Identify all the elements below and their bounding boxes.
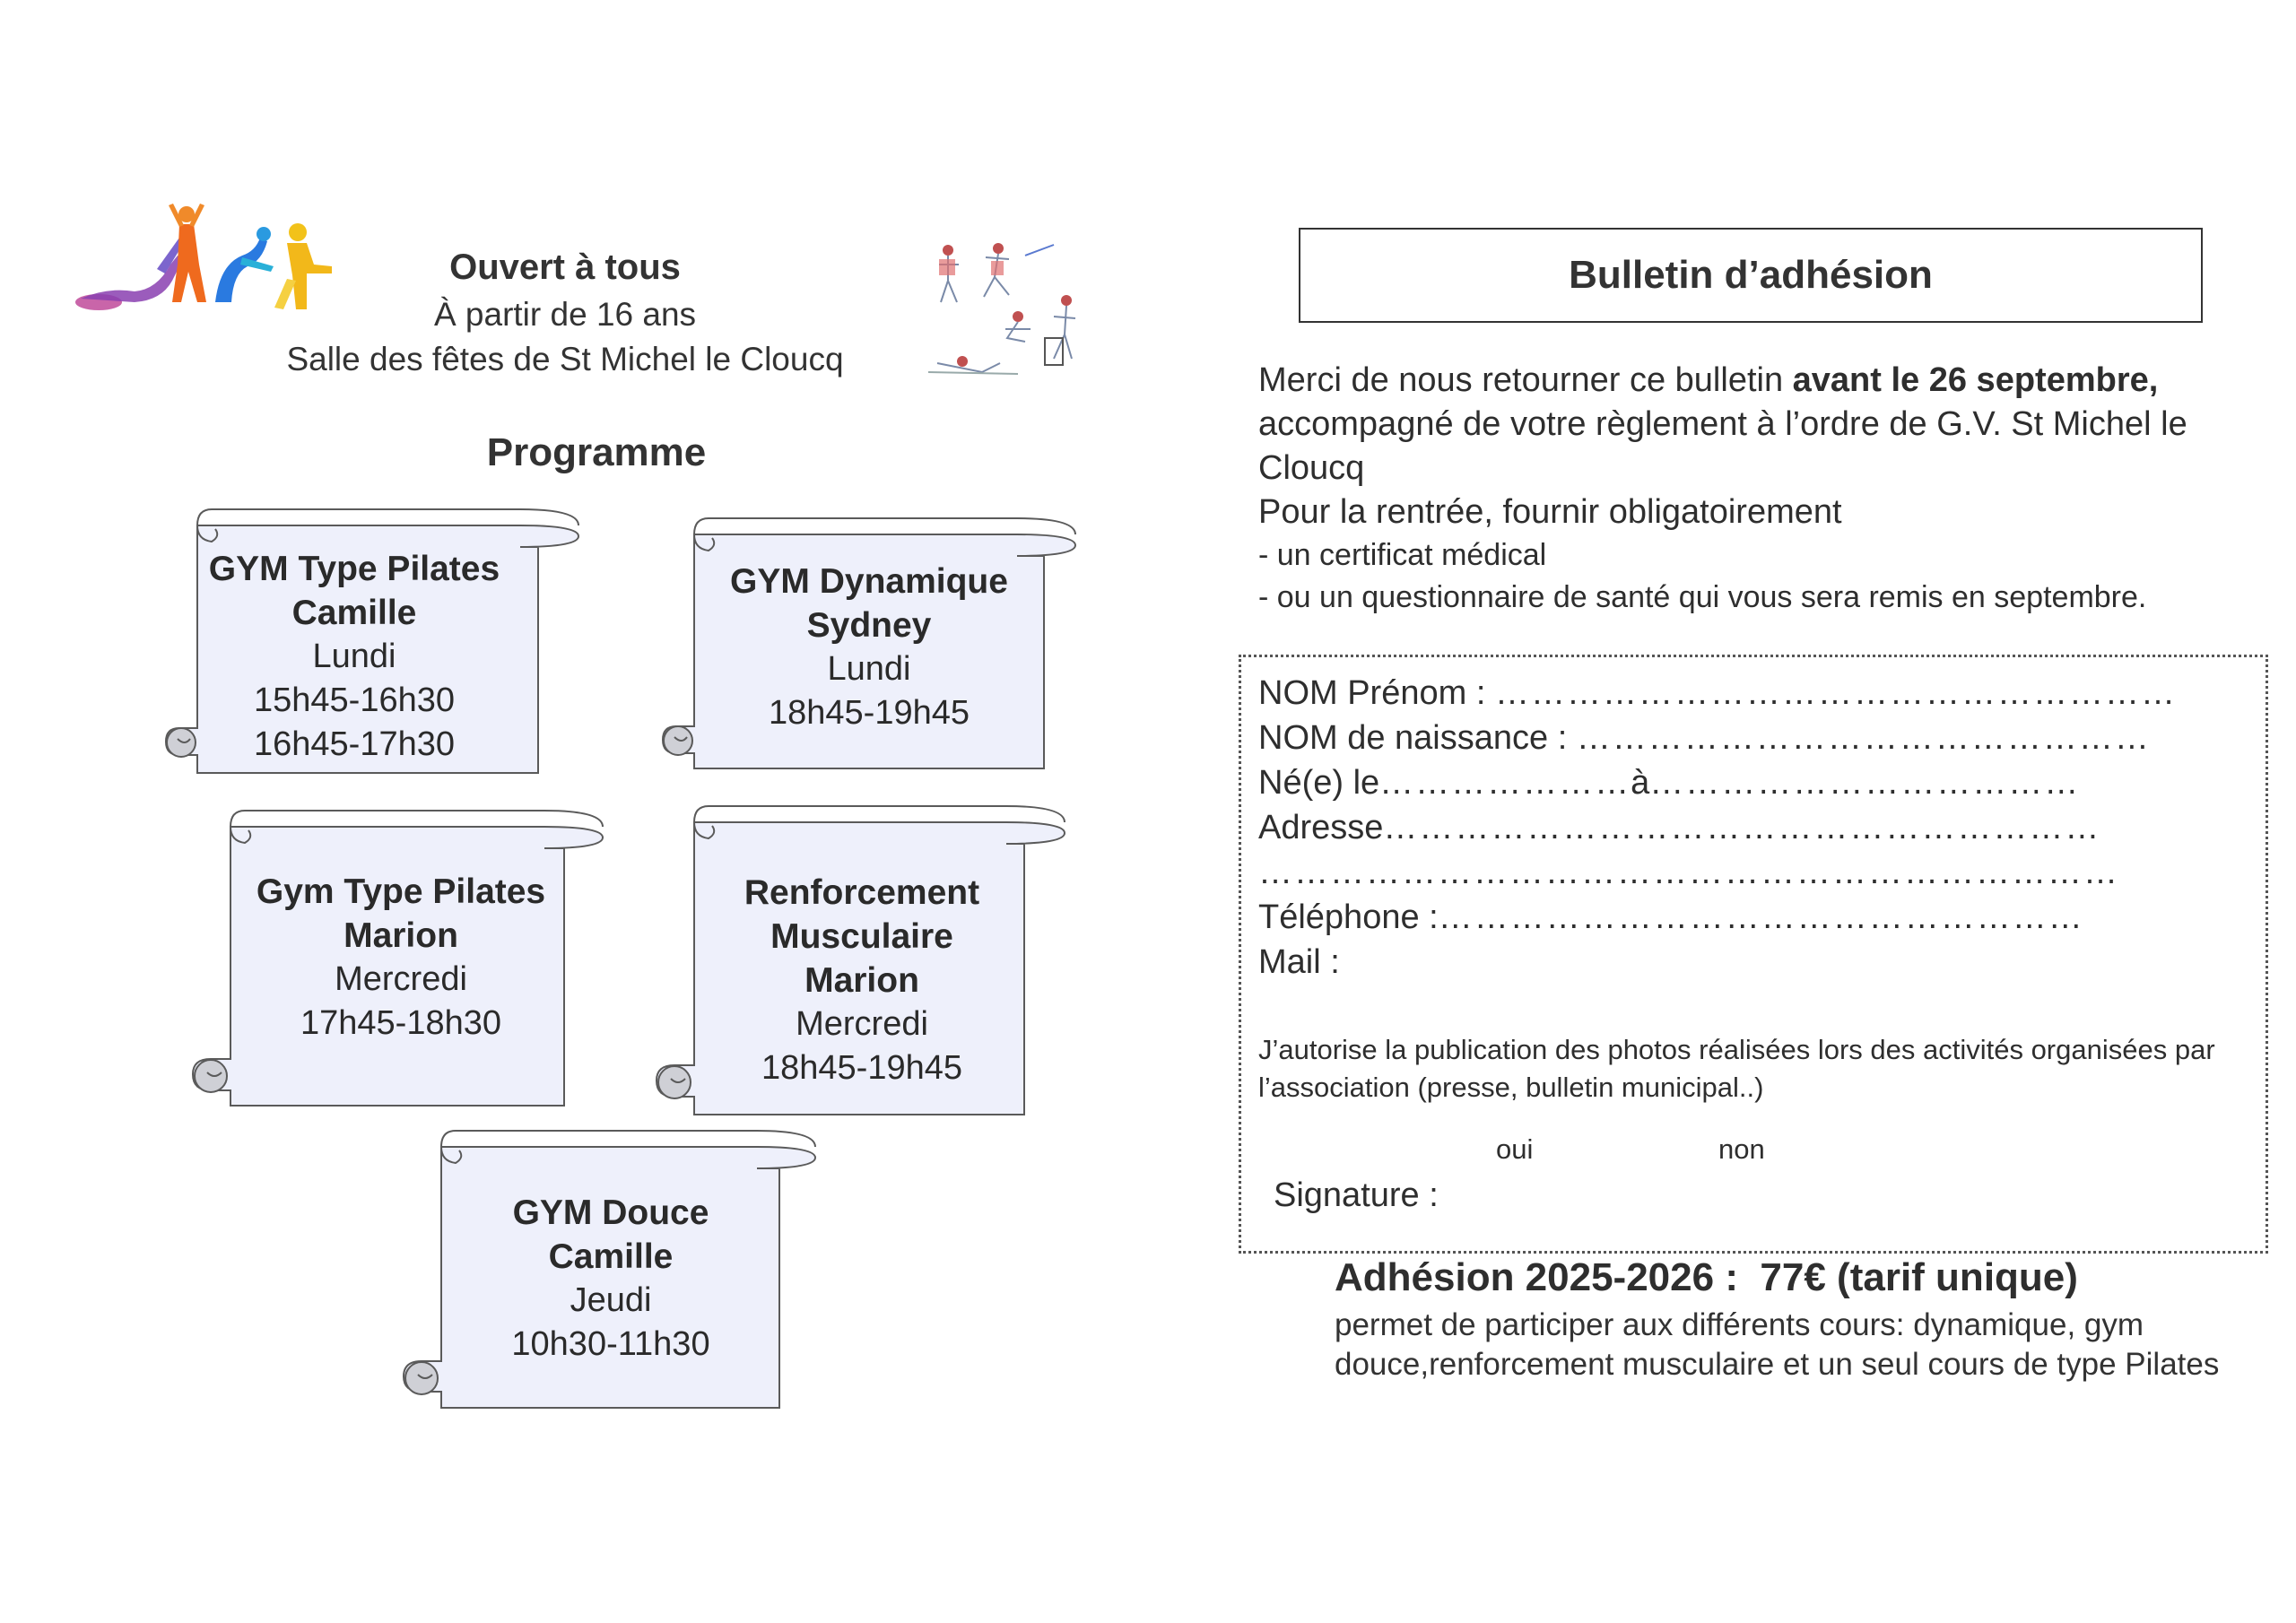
header-age: À partir de 16 ans — [433, 296, 697, 333]
class-time: 17h45-18h30 — [300, 1004, 501, 1042]
class-teacher: Sydney — [806, 606, 932, 645]
class-time: 16h45-17h30 — [254, 725, 455, 763]
class-title-line: Renforcement — [744, 873, 980, 912]
intro-text: Merci de nous retourner ce bulletin — [1258, 361, 1793, 399]
header-location: Salle des fêtes de St Michel le Cloucq — [286, 341, 844, 378]
class-teacher: Camille — [548, 1237, 674, 1276]
class-day: Jeudi — [570, 1281, 652, 1319]
class-time: 15h45-16h30 — [254, 681, 455, 719]
exercise-figures-illustration — [919, 238, 1081, 386]
intro-payment: accompagné de votre règlement à l’ordre de G.V. St Michel le Cloucq — [1258, 405, 2187, 487]
field-label: Né(e) le — [1258, 764, 1380, 802]
field-label: Adresse — [1258, 809, 1384, 846]
adresse-field[interactable]: Adresse…………………………………………………… — [1258, 809, 2101, 846]
class-title-line: Musculaire — [770, 917, 953, 956]
membership-fee: 77€ (tarif unique) — [1760, 1255, 2078, 1299]
programme-title: Programme — [486, 430, 707, 474]
field-label: Mail : — [1258, 943, 1340, 981]
class-title-line: GYM Douce — [512, 1193, 709, 1232]
class-day: Lundi — [827, 650, 911, 688]
header-info — [242, 242, 888, 382]
signature-field[interactable]: Signature : — [1274, 1176, 1439, 1214]
nom-prenom-field[interactable]: NOM Prénom : ………………………………………………… — [1258, 674, 2177, 712]
naissance-field[interactable]: Né(e) le…………………à……………………………… — [1258, 764, 2081, 802]
class-scroll — [648, 801, 1069, 1119]
intro-paragraph — [1258, 359, 2254, 490]
membership-price — [1335, 1255, 2078, 1300]
class-teacher: Camille — [291, 594, 417, 632]
nom-naissance-field[interactable]: NOM de naissance : ………………………………………… — [1258, 719, 2151, 757]
field-label: Téléphone : — [1258, 898, 1439, 936]
class-time: 10h30-11h30 — [511, 1325, 710, 1363]
requirement-text: Pour la rentrée, fournir obligatoirement — [1258, 493, 1842, 531]
photo-consent-text: J’autorise la publication des photos réalisées lors des activités organisées par l’association (presse, bulletin municipal..) — [1258, 1034, 2215, 1103]
class-scroll — [161, 504, 583, 777]
class-time: 18h45-19h45 — [769, 694, 970, 732]
bulletin-title-box — [1299, 228, 2203, 323]
field-label: à — [1631, 764, 1650, 802]
class-title-line: GYM Type Pilates — [208, 550, 500, 588]
adresse-field-continued[interactable]: ……………………………………………………………… — [1258, 854, 2119, 891]
mail-field[interactable] — [1258, 943, 1340, 982]
class-day: Mercredi — [796, 1005, 928, 1043]
class-scroll — [398, 1125, 820, 1412]
class-teacher: Marion — [804, 961, 919, 1000]
class-day: Lundi — [312, 638, 396, 675]
class-title-line: GYM Dynamique — [730, 562, 1008, 601]
class-time: 18h45-19h45 — [761, 1049, 962, 1087]
field-label: NOM de naissance : — [1258, 719, 1568, 757]
field-label: NOM Prénom : — [1258, 674, 1486, 712]
class-day: Mercredi — [335, 960, 467, 998]
membership-title: Adhésion 2025-2026 : — [1335, 1255, 1738, 1299]
consent-non-option[interactable]: non — [1718, 1133, 1765, 1165]
telephone-field[interactable]: Téléphone :……………………………………………… — [1258, 898, 2084, 936]
requirement-item: - un certificat médical — [1258, 538, 1547, 572]
header-title: Ouvert à tous — [449, 247, 681, 287]
class-scroll — [186, 805, 607, 1110]
intro-deadline: avant le 26 septembre, — [1792, 361, 2159, 399]
membership-description: permet de participer aux différents cours: dynamique, gym douce,renforcement musculaire et un seul cours de type Pilates — [1335, 1307, 2220, 1382]
class-title-line: Gym Type Pilates — [256, 872, 546, 911]
requirement-item: - ou un questionnaire de santé qui vous sera remis en septembre. — [1258, 580, 2147, 614]
bulletin-intro — [1258, 359, 2254, 619]
class-teacher: Marion — [344, 916, 458, 955]
class-scroll — [658, 513, 1080, 773]
consent-oui-option[interactable]: oui — [1496, 1133, 1534, 1165]
bulletin-title: Bulletin d’adhésion — [1569, 253, 1933, 297]
